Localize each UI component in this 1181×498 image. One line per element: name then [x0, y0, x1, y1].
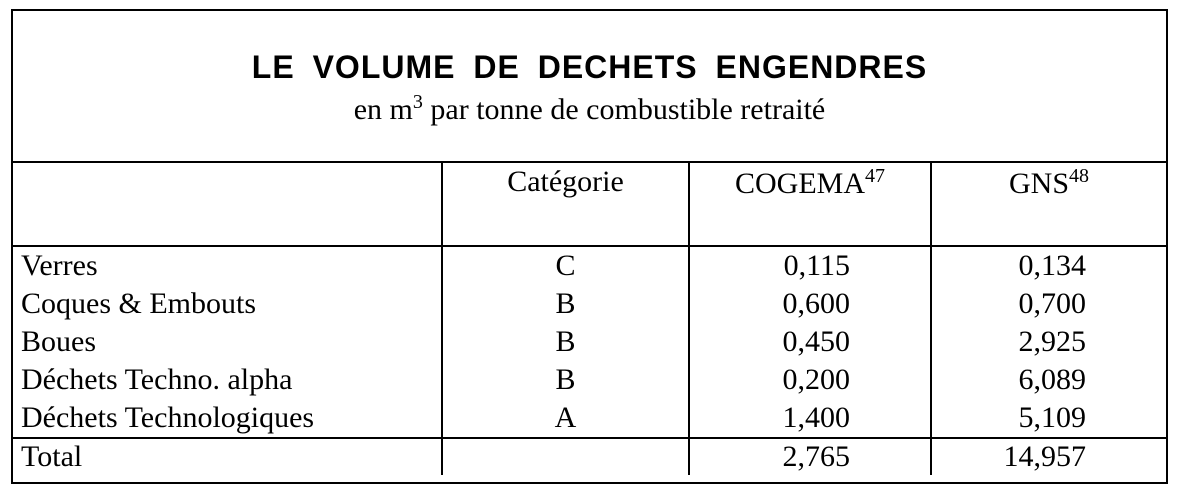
row-label: Verres [21, 249, 98, 282]
row-gns: 6,089 [931, 361, 1166, 399]
row-cogema: 0,115 [689, 246, 931, 285]
header-cogema-note: 47 [865, 165, 885, 187]
header-label [13, 161, 442, 246]
header-category: Catégorie [442, 161, 689, 246]
row-category: A [442, 399, 689, 438]
total-category [442, 438, 689, 475]
row-label: Déchets Technologiques [21, 401, 315, 434]
total-row [13, 438, 1166, 475]
total-label: Total [13, 438, 442, 475]
row-category: B [442, 323, 689, 361]
subtitle-prefix: en m [353, 93, 413, 126]
row-category: B [442, 361, 689, 399]
header-cogema-text: COGEMA [734, 167, 865, 200]
title-area [13, 11, 1166, 163]
row-cogema: 0,600 [689, 285, 931, 323]
header-row [13, 161, 1166, 246]
header-gns [931, 161, 1166, 246]
row-gns: 0,134 [931, 246, 1166, 285]
page-title: LE VOLUME DE DECHETS ENGENDRES [251, 49, 928, 85]
table-row [13, 361, 1166, 399]
subtitle-superscript: 3 [412, 91, 423, 113]
row-label: Coques & Embouts [21, 287, 257, 320]
header-gns-text: GNS [1008, 167, 1069, 200]
table-row [13, 246, 1166, 285]
row-cogema: 1,400 [689, 399, 931, 438]
row-gns: 2,925 [931, 323, 1166, 361]
table-frame [11, 9, 1168, 484]
total-cogema: 2,765 [689, 438, 931, 475]
header-gns-note: 48 [1069, 165, 1089, 187]
row-label: Déchets Techno. alpha [21, 363, 293, 396]
row-label: Boues [21, 325, 96, 358]
row-category: C [442, 246, 689, 285]
row-category: B [442, 285, 689, 323]
total-gns: 14,957 [931, 438, 1166, 475]
row-cogema: 0,450 [689, 323, 931, 361]
subtitle-suffix: par tonne de combustible retraité [422, 93, 826, 126]
waste-volume-table [13, 161, 1166, 475]
row-cogema: 0,200 [689, 361, 931, 399]
table-row [13, 399, 1166, 438]
header-cogema [689, 161, 931, 246]
table-row [13, 285, 1166, 323]
row-gns: 0,700 [931, 285, 1166, 323]
table-row [13, 323, 1166, 361]
subtitle [13, 91, 1166, 127]
row-gns: 5,109 [931, 399, 1166, 438]
